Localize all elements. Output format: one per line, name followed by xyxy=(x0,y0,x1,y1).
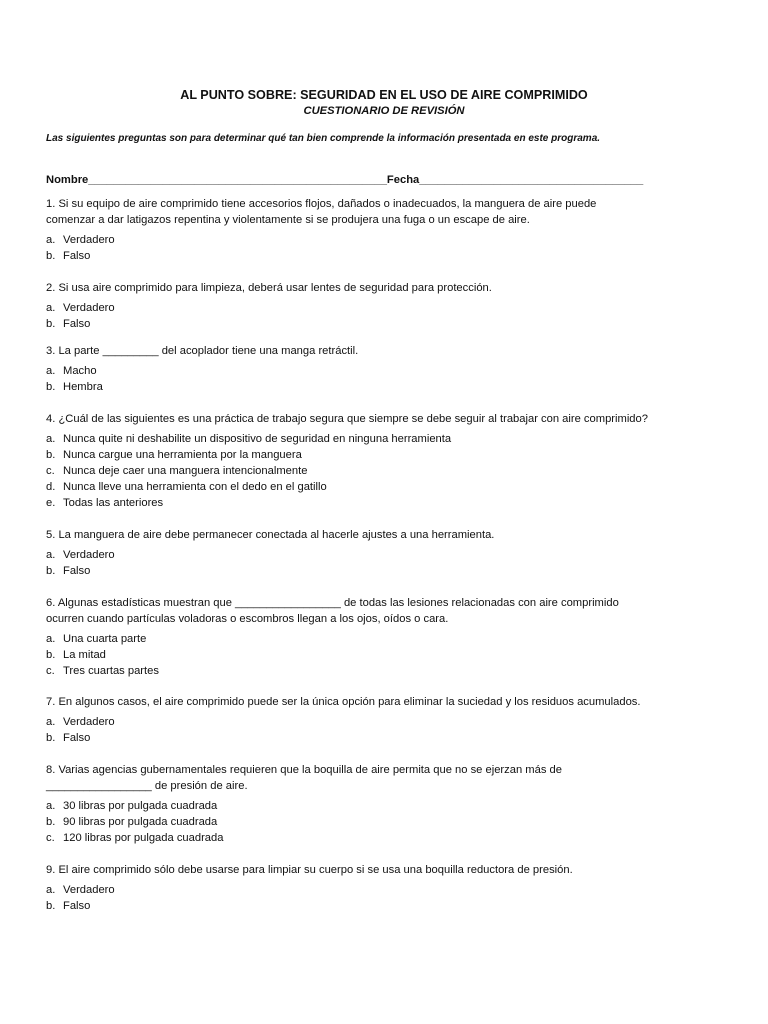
option-letter: b. xyxy=(46,449,56,461)
option-letter: a. xyxy=(46,633,56,645)
answer-option xyxy=(46,547,736,563)
option-letter: b. xyxy=(46,381,56,393)
option-letter: b. xyxy=(46,732,56,744)
option-letter: b. xyxy=(46,816,56,828)
name-date-line: Nombre________________________________________________Fecha____________________________________ xyxy=(46,174,644,186)
option-letter: a. xyxy=(46,433,56,445)
intro-text: Las siguientes preguntas son para determinar qué tan bien comprende la información presentada en este programa. xyxy=(46,133,601,144)
option-text: Falso xyxy=(63,565,91,577)
question-5 xyxy=(46,527,736,579)
answer-options xyxy=(46,547,736,579)
question-8 xyxy=(46,762,736,846)
question-stem-line: comenzar a dar latigazos repentina y violentamente si se produjera una fuga o un escape de aire. xyxy=(46,214,530,226)
question-stem-line: 3. La parte _________ del acoplador tiene una manga retráctil. xyxy=(46,345,359,357)
option-text: Nunca quite ni deshabilite un dispositivo de seguridad en ninguna herramienta xyxy=(63,433,452,445)
option-text: 90 libras por pulgada cuadrada xyxy=(63,816,218,828)
answer-option xyxy=(46,631,736,647)
question-7 xyxy=(46,694,736,746)
option-letter: c. xyxy=(46,665,55,677)
option-letter: c. xyxy=(46,832,55,844)
question-9 xyxy=(46,862,736,914)
answer-options xyxy=(46,363,736,395)
answer-option xyxy=(46,447,736,463)
question-6 xyxy=(46,595,736,679)
question-3 xyxy=(46,343,736,395)
option-letter: a. xyxy=(46,800,56,812)
option-text: Verdadero xyxy=(63,884,115,896)
question-stem-line: 8. Varias agencias gubernamentales requieren que la boquilla de aire permita que no se ejerzan más de xyxy=(46,764,562,776)
option-letter: a. xyxy=(46,302,56,314)
answer-option xyxy=(46,379,736,395)
page-subtitle: CUESTIONARIO DE REVISIÓN xyxy=(303,105,465,117)
option-letter: a. xyxy=(46,549,56,561)
answer-option xyxy=(46,730,736,746)
answer-option xyxy=(46,647,736,663)
question-stem-line: 4. ¿Cuál de las siguientes es una práctica de trabajo segura que siempre se debe seguir al trabajar con aire comprimido? xyxy=(46,413,648,425)
option-letter: b. xyxy=(46,900,56,912)
question-stem-line: 2. Si usa aire comprimido para limpieza, deberá usar lentes de seguridad para protección. xyxy=(46,282,492,294)
question-stem-line: ocurren cuando partículas voladoras o escombros llegan a los ojos, oídos o cara. xyxy=(46,613,449,625)
answer-option xyxy=(46,431,736,447)
option-text: Hembra xyxy=(63,381,103,393)
answer-option xyxy=(46,663,736,679)
option-text: La mitad xyxy=(63,649,106,661)
answer-option xyxy=(46,463,736,479)
option-text: Verdadero xyxy=(63,234,115,246)
answer-option xyxy=(46,714,736,730)
option-text: 30 libras por pulgada cuadrada xyxy=(63,800,218,812)
option-text: Verdadero xyxy=(63,302,115,314)
option-text: Nunca deje caer una manguera intencionalmente xyxy=(63,465,308,477)
option-text: Nunca lleve una herramienta con el dedo en el gatillo xyxy=(63,481,327,493)
option-letter: b. xyxy=(46,250,56,262)
page-title: AL PUNTO SOBRE: SEGURIDAD EN EL USO DE AIRE COMPRIMIDO xyxy=(180,88,588,102)
question-4 xyxy=(46,411,736,511)
answer-option xyxy=(46,495,736,511)
option-text: Verdadero xyxy=(63,549,115,561)
question-1 xyxy=(46,196,736,264)
option-text: Una cuarta parte xyxy=(63,633,147,645)
option-letter: a. xyxy=(46,365,56,377)
answer-option xyxy=(46,232,736,248)
question-stem-line: 1. Si su equipo de aire comprimido tiene accesorios flojos, dañados o inadecuados, la manguera de aire puede xyxy=(46,198,597,210)
option-letter: c. xyxy=(46,465,55,477)
option-letter: a. xyxy=(46,884,56,896)
option-letter: b. xyxy=(46,318,56,330)
question-2 xyxy=(46,280,736,332)
answer-option xyxy=(46,248,736,264)
answer-option xyxy=(46,363,736,379)
answer-options xyxy=(46,232,736,264)
answer-options xyxy=(46,714,736,746)
question-stem-line: 7. En algunos casos, el aire comprimido puede ser la única opción para eliminar la suciedad y los residuos acumulados. xyxy=(46,696,641,708)
answer-option xyxy=(46,898,736,914)
answer-option xyxy=(46,814,736,830)
option-text: Falso xyxy=(63,732,91,744)
answer-option xyxy=(46,479,736,495)
option-text: Falso xyxy=(63,318,91,330)
option-text: Macho xyxy=(63,365,97,377)
answer-option xyxy=(46,830,736,846)
option-text: Nunca cargue una herramienta por la manguera xyxy=(63,449,302,461)
answer-option xyxy=(46,300,736,316)
option-text: Falso xyxy=(63,900,91,912)
answer-option xyxy=(46,316,736,332)
option-letter: b. xyxy=(46,649,56,661)
question-stem-line: 6. Algunas estadísticas muestran que _________________ de todas las lesiones relacionadas con aire comprimido xyxy=(46,597,619,609)
option-letter: e. xyxy=(46,497,56,509)
option-text: Falso xyxy=(63,250,91,262)
option-letter: a. xyxy=(46,716,56,728)
option-letter: a. xyxy=(46,234,56,246)
question-stem-line: 9. El aire comprimido sólo debe usarse para limpiar su cuerpo si se usa una boquilla reductora de presión. xyxy=(46,864,573,876)
answer-options xyxy=(46,300,736,332)
question-stem-line: _________________ de presión de aire. xyxy=(46,780,248,792)
option-text: 120 libras por pulgada cuadrada xyxy=(63,832,224,844)
option-text: Verdadero xyxy=(63,716,115,728)
option-letter: d. xyxy=(46,481,56,493)
option-text: Tres cuartas partes xyxy=(63,665,159,677)
answer-options xyxy=(46,882,736,914)
answer-option xyxy=(46,563,736,579)
option-text: Todas las anteriores xyxy=(63,497,164,509)
answer-options xyxy=(46,798,736,846)
answer-options xyxy=(46,431,736,511)
question-stem-line: 5. La manguera de aire debe permanecer conectada al hacerle ajustes a una herramienta. xyxy=(46,529,495,541)
answer-option xyxy=(46,798,736,814)
option-letter: b. xyxy=(46,565,56,577)
answer-options xyxy=(46,631,736,679)
answer-option xyxy=(46,882,736,898)
